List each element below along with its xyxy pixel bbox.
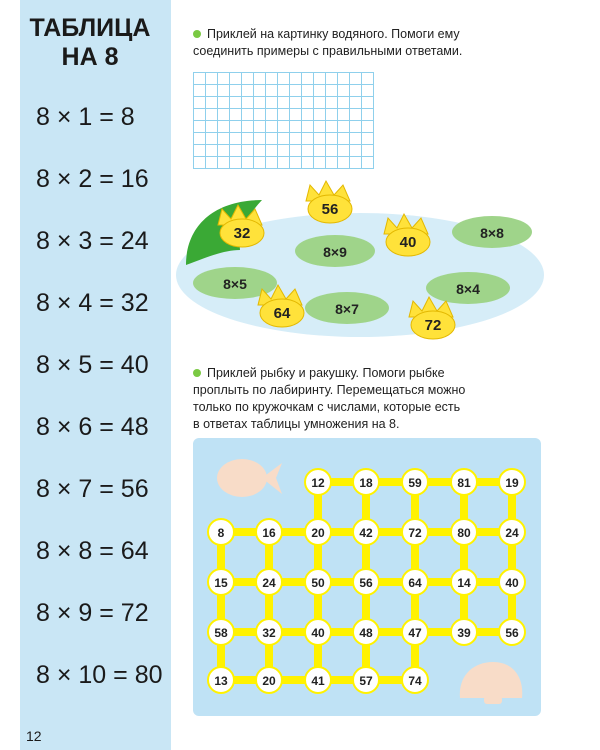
maze-cell[interactable] <box>499 469 525 495</box>
maze-cell[interactable] <box>402 469 428 495</box>
task-2-line-3: только по кружочкам с числами, которые есть <box>193 400 461 414</box>
maze-cell[interactable] <box>353 667 379 693</box>
svg-text:41: 41 <box>311 674 325 688</box>
maze-cell[interactable] <box>499 619 525 645</box>
svg-text:42: 42 <box>359 526 373 540</box>
svg-text:56: 56 <box>359 576 373 590</box>
task-2-line-4: в ответах таблицы умножения на 8. <box>193 417 400 431</box>
svg-text:24: 24 <box>505 526 519 540</box>
maze-cell[interactable] <box>353 569 379 595</box>
maze-cell[interactable] <box>208 619 234 645</box>
table-row-3: 8 × 3 = 24 <box>36 227 149 255</box>
table-row-10: 8 × 10 = 80 <box>36 661 163 689</box>
maze-cell[interactable] <box>451 519 477 545</box>
maze-cell[interactable] <box>305 569 331 595</box>
svg-text:12: 12 <box>311 476 325 490</box>
maze-cell[interactable] <box>256 619 282 645</box>
svg-text:74: 74 <box>408 674 422 688</box>
table-row-8: 8 × 8 = 64 <box>36 537 149 565</box>
title-line-1: ТАБЛИЦА <box>29 14 151 42</box>
maze-cell[interactable] <box>451 469 477 495</box>
svg-text:40: 40 <box>311 626 325 640</box>
table-row-1: 8 × 1 = 8 <box>36 103 135 131</box>
task-2-line-1: Приклей рыбку и ракушку. Помоги рыбке <box>207 366 445 380</box>
svg-text:47: 47 <box>408 626 422 640</box>
maze-cell[interactable] <box>402 519 428 545</box>
lily-pad[interactable] <box>452 216 532 248</box>
maze-cell[interactable] <box>499 519 525 545</box>
flower-label: 56 <box>321 201 339 218</box>
svg-text:19: 19 <box>505 476 519 490</box>
lily-pad[interactable] <box>305 292 389 324</box>
table-row-9: 8 × 9 = 72 <box>36 599 149 627</box>
svg-text:40: 40 <box>505 576 519 590</box>
maze-cell[interactable] <box>402 569 428 595</box>
flower-label: 32 <box>233 225 251 242</box>
svg-text:39: 39 <box>457 626 471 640</box>
task-1-line-2: соединить примеры с правильными ответами. <box>193 44 463 58</box>
svg-text:50: 50 <box>311 576 325 590</box>
maze-cell[interactable] <box>451 569 477 595</box>
maze-cell[interactable] <box>305 667 331 693</box>
maze-cell[interactable] <box>256 519 282 545</box>
maze-cell[interactable] <box>256 667 282 693</box>
maze-cell[interactable] <box>256 569 282 595</box>
svg-text:57: 57 <box>359 674 373 688</box>
svg-text:80: 80 <box>457 526 471 540</box>
maze-cell[interactable] <box>451 619 477 645</box>
svg-text:58: 58 <box>214 626 228 640</box>
maze-cell[interactable] <box>208 569 234 595</box>
task-1-line-1: Приклей на картинку водяного. Помоги ему <box>207 27 460 41</box>
pad-label: 8×5 <box>223 276 247 292</box>
page-number: 12 <box>26 728 42 744</box>
table-row-6: 8 × 6 = 48 <box>36 413 149 441</box>
maze-cell[interactable] <box>499 569 525 595</box>
svg-text:20: 20 <box>262 674 276 688</box>
maze-cell[interactable] <box>402 667 428 693</box>
svg-text:56: 56 <box>505 626 519 640</box>
svg-text:13: 13 <box>214 674 228 688</box>
pad-label: 8×9 <box>323 244 347 260</box>
maze-cell[interactable] <box>353 619 379 645</box>
flower-label: 72 <box>424 317 442 334</box>
maze-cell[interactable] <box>305 519 331 545</box>
table-row-2: 8 × 2 = 16 <box>36 165 149 193</box>
svg-text:18: 18 <box>359 476 373 490</box>
task-2-line-2: проплыть по лабиринту. Перемещаться можно <box>193 383 466 397</box>
pad-label: 8×8 <box>480 225 504 241</box>
lily-flower[interactable] <box>306 181 352 223</box>
pad-label: 8×7 <box>335 301 359 317</box>
title-line-2: НА 8 <box>61 43 119 71</box>
svg-text:59: 59 <box>408 476 422 490</box>
lily-pad[interactable] <box>295 235 375 267</box>
table-row-4: 8 × 4 = 32 <box>36 289 149 317</box>
flower-label: 64 <box>273 305 291 322</box>
maze-cell[interactable] <box>208 667 234 693</box>
svg-text:16: 16 <box>262 526 276 540</box>
lily-pad[interactable] <box>426 272 510 304</box>
flower-label: 40 <box>399 234 417 251</box>
table-row-5: 8 × 5 = 40 <box>36 351 149 379</box>
svg-text:32: 32 <box>262 626 276 640</box>
svg-text:24: 24 <box>262 576 276 590</box>
maze-cell[interactable] <box>305 469 331 495</box>
maze-cell[interactable] <box>353 469 379 495</box>
pad-label: 8×4 <box>456 281 480 297</box>
maze-cell[interactable] <box>305 619 331 645</box>
svg-text:8: 8 <box>217 526 225 540</box>
maze-cell[interactable] <box>353 519 379 545</box>
svg-text:20: 20 <box>311 526 325 540</box>
table-row-7: 8 × 7 = 56 <box>36 475 149 503</box>
svg-text:64: 64 <box>408 576 422 590</box>
svg-text:48: 48 <box>359 626 373 640</box>
maze-cell[interactable] <box>402 619 428 645</box>
maze-cell[interactable] <box>208 519 234 545</box>
svg-text:15: 15 <box>214 576 228 590</box>
svg-text:81: 81 <box>457 476 471 490</box>
svg-text:72: 72 <box>408 526 422 540</box>
svg-text:14: 14 <box>457 576 471 590</box>
